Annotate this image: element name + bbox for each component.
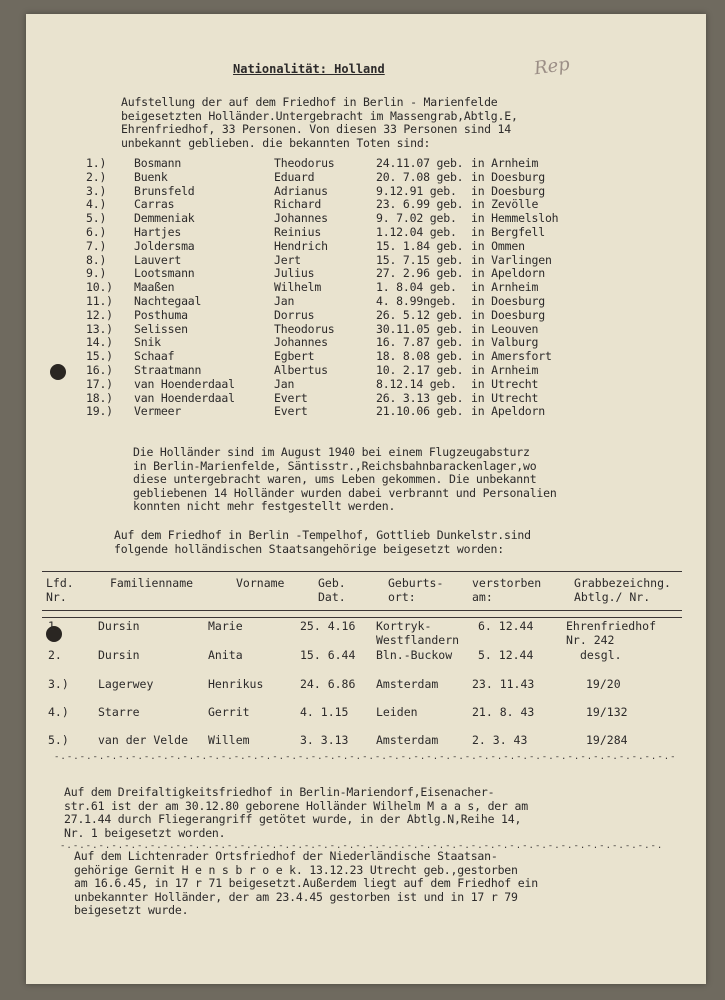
cell-familienname: van der Velde [98, 733, 189, 747]
list-surname: Schaaf [134, 349, 175, 364]
cell-geb-dat: 25. 4.16 [300, 619, 356, 633]
cell-nr: 1. [48, 619, 62, 633]
list-number: 19.) [86, 404, 113, 419]
cell-familienname: Lagerwey [98, 677, 154, 691]
cell-nr: 5.) [48, 733, 69, 747]
list-number: 4.) [86, 197, 107, 212]
list-surname: van Hoenderdaal [134, 390, 235, 405]
th-verstorben: verstorben am: [472, 576, 542, 604]
list-number: 13.) [86, 321, 113, 336]
list-birthdate: 20. 7.08 geb. [376, 169, 464, 184]
list-number: 15.) [86, 349, 113, 364]
list-number: 2.) [86, 169, 107, 184]
th-lfd: Lfd. Nr. [46, 576, 74, 604]
cell-geburtsort: Bln.-Buckow [376, 648, 453, 662]
list-birthplace: in Apeldorn [471, 266, 545, 281]
list-birthdate: 16. 7.87 geb. [376, 335, 464, 350]
list-number: 18.) [86, 390, 113, 405]
list-surname: Demmeniak [134, 211, 195, 226]
list-birthplace: in Ommen [471, 238, 525, 253]
cell-verstorben: 6. 12.44 [478, 619, 534, 633]
list-birthdate: 23. 6.99 geb. [376, 197, 464, 212]
cell-nr: 3.) [48, 677, 69, 691]
list-firstname: Richard [274, 197, 322, 212]
list-number: 14.) [86, 335, 113, 350]
list-number: 6.) [86, 224, 107, 239]
list-birthplace: in Leouven [471, 321, 539, 336]
list-surname: Snik [134, 335, 161, 350]
list-firstname: Eduard [274, 169, 315, 184]
cell-grab: desgl. [580, 648, 622, 662]
list-number: 5.) [86, 211, 107, 226]
table-row [26, 649, 706, 679]
table-row [26, 706, 706, 736]
list-birthdate: 1.12.04 geb. [376, 224, 457, 239]
tempelhof-paragraph: Auf dem Friedhof in Berlin -Tempelhof, Gottlieb Dunkelstr.sind folgende holländischen Staatsangehörige beigesetzt worden: [114, 528, 531, 556]
cell-familienname: Dursin [98, 619, 140, 633]
list-birthdate: 9. 7.02 geb. [376, 211, 457, 226]
list-birthdate: 8.12.14 geb. [376, 376, 457, 391]
list-surname: van Hoenderdaal [134, 376, 235, 391]
list-birthplace: in Doesburg [471, 183, 545, 198]
list-firstname: Wilhelm [274, 280, 322, 295]
list-number: 3.) [86, 183, 107, 198]
list-birthplace: in Doesburg [471, 307, 545, 322]
cell-geburtsort: Leiden [376, 705, 418, 719]
cell-grab: 19/284 [586, 733, 628, 747]
cell-familienname: Dursin [98, 648, 140, 662]
cell-vorname: Henrikus [208, 677, 264, 691]
list-birthplace: in Amersfort [471, 349, 552, 364]
cell-verstorben: 5. 12.44 [478, 648, 534, 662]
cell-geb-dat: 3. 3.13 [300, 733, 349, 747]
list-surname: Bosmann [134, 156, 182, 170]
list-firstname: Theodorus [274, 321, 335, 336]
list-birthdate: 18. 8.08 geb. [376, 349, 464, 364]
list-birthdate: 15. 1.84 geb. [376, 238, 464, 253]
cell-geburtsort: Kortryk- Westflandern [376, 619, 460, 647]
list-firstname: Egbert [274, 349, 315, 364]
list-birthplace: in Arnheim [471, 280, 539, 295]
lichtenrade-paragraph: Auf dem Lichtenrader Ortsfriedhof der Niederländische Staatsan- gehörige Gernit H e n s b r o e k. 13.12.23 Utrecht geb.,gestorben am 16.6.45, in 17 r 71 beigesetzt.Außerdem liegt auf dem Friedhof ein unbekannter Holländer, der am 23.4.45 gestorben ist und in 17 r 79 beigesetzt wurde. [74, 849, 538, 918]
list-surname: Joldersma [134, 238, 195, 253]
list-birthplace: in Varlingen [471, 252, 552, 267]
list-firstname: Julius [274, 266, 315, 281]
list-birthdate: 21.10.06 geb. [376, 404, 464, 419]
list-birthdate: 1. 8.04 geb. [376, 280, 457, 295]
cell-verstorben: 23. 11.43 [472, 677, 535, 691]
th-vorname: Vorname [236, 576, 285, 590]
crash-paragraph: Die Holländer sind im August 1940 bei einem Flugzeugabsturz in Berlin-Marienfelde, Säntisstr.,Reichsbahnbarackenlager,wo diese untergebracht waren, ums Leben gekommen. Die unbekannt gebliebenen 14 Holländer wurden dabei verbrannt und Personalien konnten nicht mehr festgestellt werden. [133, 445, 557, 514]
list-surname: Vermeer [134, 404, 182, 419]
list-number: 7.) [86, 238, 107, 253]
list-surname: Hartjes [134, 224, 182, 239]
cell-nr: 4.) [48, 705, 69, 719]
list-firstname: Johannes [274, 335, 328, 350]
cell-geburtsort: Amsterdam [376, 677, 439, 691]
list-firstname: Jan [274, 293, 295, 308]
list-number: 1.) [86, 156, 107, 170]
list-birthplace: in Zevölle [471, 197, 539, 212]
list-number: 11.) [86, 293, 113, 308]
list-birthdate: 10. 2.17 geb. [376, 362, 464, 377]
cell-vorname: Anita [208, 648, 243, 662]
list-surname: Posthuma [134, 307, 188, 322]
cell-vorname: Willem [208, 733, 250, 747]
cell-geburtsort: Amsterdam [376, 733, 439, 747]
list-birthplace: in Arnheim [471, 156, 539, 170]
list-birthplace: in Doesburg [471, 169, 545, 184]
list-firstname: Albertus [274, 362, 328, 377]
list-firstname: Jert [274, 252, 301, 267]
page-title: Nationalität: Holland [233, 62, 385, 76]
list-firstname: Johannes [274, 211, 328, 226]
list-surname: Selissen [134, 321, 188, 336]
cell-nr: 2. [48, 648, 62, 662]
document-page [26, 14, 706, 984]
cell-familienname: Starre [98, 705, 140, 719]
list-firstname: Reinius [274, 224, 322, 239]
list-surname: Lootsmann [134, 266, 195, 281]
table-row [26, 620, 706, 650]
list-number: 9.) [86, 266, 107, 281]
cell-grab: Ehrenfriedhof Nr. 242 [566, 619, 657, 647]
list-birthdate: 4. 8.99ngeb. [376, 293, 457, 308]
table-header-rule-2 [42, 617, 682, 618]
table-top-rule [42, 571, 682, 572]
th-familienname: Familienname [110, 576, 194, 590]
list-firstname: Hendrich [274, 238, 328, 253]
th-geb: Geb. Dat. [318, 576, 346, 604]
cell-geb-dat: 15. 6.44 [300, 648, 356, 662]
list-birthdate: 26. 3.13 geb. [376, 390, 464, 405]
cell-verstorben: 21. 8. 43 [472, 705, 535, 719]
list-birthplace: in Doesburg [471, 293, 545, 308]
list-birthdate: 26. 5.12 geb. [376, 307, 464, 322]
cell-verstorben: 2. 3. 43 [472, 733, 528, 747]
list-number: 16.) [86, 362, 113, 377]
list-birthplace: in Valburg [471, 335, 539, 350]
list-birthdate: 30.11.05 geb. [376, 321, 464, 336]
cell-vorname: Gerrit [208, 705, 250, 719]
cell-grab: 19/132 [586, 705, 628, 719]
dash-separator: -.-.-.-.-.-.-.-.-.-.-.-.-.-.-.-.-.-.-.-.-.-.-.-.-.-.-.-.-.-.-.-.-.-.-.-.-.-.-.-.-.-.-.-.-.-.-.-.- [54, 752, 677, 762]
list-birthplace: in Apeldorn [471, 404, 545, 419]
list-surname: Lauvert [134, 252, 182, 267]
list-surname: Carras [134, 197, 175, 212]
list-surname: Straatmann [134, 362, 202, 377]
list-birthplace: in Utrecht [471, 390, 539, 405]
th-grab: Grabbezeichng. Abtlg./ Nr. [574, 576, 671, 604]
list-firstname: Dorrus [274, 307, 315, 322]
list-birthplace: in Bergfell [471, 224, 545, 239]
list-birthplace: in Arnheim [471, 362, 539, 377]
list-birthdate: 27. 2.96 geb. [376, 266, 464, 281]
mariendorf-paragraph: Auf dem Dreifaltigkeitsfriedhof in Berlin-Mariendorf,Eisenacher- str.61 ist der am 30.12.80 geborene Holländer Wilhelm M a a s, der am 27.1.44 durch Fliegerangriff getötet wurde, in der Abtlg.N,Reihe 14, Nr. 1 beigesetzt worden. [64, 785, 528, 840]
list-surname: Maaßen [134, 280, 175, 295]
cell-geb-dat: 24. 6.86 [300, 677, 356, 691]
punch-hole [50, 364, 66, 380]
cell-grab: 19/20 [586, 677, 621, 691]
handwritten-annotation: Rep [532, 53, 572, 80]
list-birthplace: in Hemmelsloh [471, 211, 559, 226]
list-surname: Nachtegaal [134, 293, 202, 308]
list-birthdate: 9.12.91 geb. [376, 183, 457, 198]
list-number: 8.) [86, 252, 107, 267]
list-firstname: Evert [274, 404, 308, 419]
list-number: 12.) [86, 307, 113, 322]
table-header-rule [42, 610, 682, 611]
list-firstname: Jan [274, 376, 295, 391]
list-birthdate: 15. 7.15 geb. [376, 252, 464, 267]
list-firstname: Theodorus [274, 156, 335, 170]
th-geburtsort: Geburts- ort: [388, 576, 444, 604]
cell-vorname: Marie [208, 619, 243, 633]
intro-paragraph: Aufstellung der auf dem Friedhof in Berlin - Marienfelde beigesetzten Holländer.Untergebracht im Massengrab,Abtlg.E, Ehrenfriedhof, 33 Personen. Von diesen 33 Personen sind 14 unbekannt geblieben. die bekannten Toten sind: [121, 95, 518, 150]
list-birthplace: in Utrecht [471, 376, 539, 391]
list-surname: Brunsfeld [134, 183, 195, 198]
list-number: 10.) [86, 280, 113, 295]
list-number: 17.) [86, 376, 113, 391]
table-row [26, 678, 706, 708]
list-firstname: Evert [274, 390, 308, 405]
dash-separator-2: -.-.-.-.-.-.-.-.-.-.-.-.-.-.-.-.-.-.-.-.-.-.-.-.-.-.-.-.-.-.-.-.-.-.-.-.-.-.-.-.-.-.-.-.-.-.-. [60, 841, 664, 851]
list-firstname: Adrianus [274, 183, 328, 198]
list-surname: Buenk [134, 169, 168, 184]
cell-geb-dat: 4. 1.15 [300, 705, 349, 719]
list-birthdate: 24.11.07 geb. [376, 156, 464, 170]
